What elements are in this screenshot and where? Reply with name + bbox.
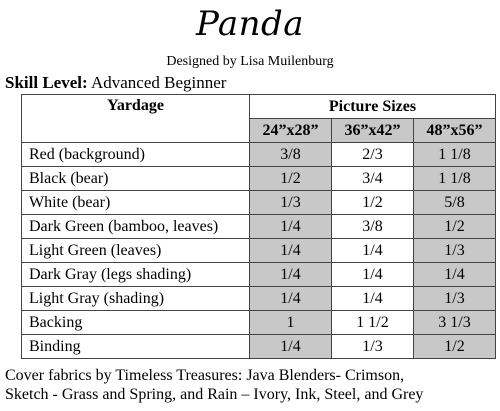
amount-cell: 1/2	[332, 191, 414, 215]
amount-cell: 1/2	[414, 215, 496, 239]
table-row	[22, 215, 496, 239]
amount-cell: 1/4	[332, 287, 414, 311]
fabric-name: Red (background)	[22, 143, 250, 167]
table-row	[22, 287, 496, 311]
amount-cell: 1/2	[414, 335, 496, 359]
amount-cell: 3/8	[250, 143, 332, 167]
amount-cell: 1/4	[250, 287, 332, 311]
header-picture-sizes: Picture Sizes	[250, 95, 496, 119]
fabric-name: Binding	[22, 335, 250, 359]
amount-cell: 1/3	[414, 239, 496, 263]
size-header: 36”x42”	[332, 119, 414, 143]
skill-level	[5, 73, 226, 93]
amount-cell: 3/8	[332, 215, 414, 239]
fabric-name: Light Gray (shading)	[22, 287, 250, 311]
fabric-name: Backing	[22, 311, 250, 335]
table-header-row	[22, 95, 496, 119]
fabric-credits-line: Sketch - Grass and Spring, and Rain – Ivory, Ink, Steel, and Grey	[5, 386, 424, 403]
table-row	[22, 167, 496, 191]
fabric-name: Dark Gray (legs shading)	[22, 263, 250, 287]
skill-level-label: Skill Level:	[5, 73, 88, 92]
amount-cell: 1/3	[332, 335, 414, 359]
amount-cell: 1/4	[332, 263, 414, 287]
amount-cell: 1/4	[332, 239, 414, 263]
amount-cell: 3/4	[332, 167, 414, 191]
amount-cell: 1/4	[250, 215, 332, 239]
amount-cell: 1/2	[250, 167, 332, 191]
amount-cell: 1/4	[414, 263, 496, 287]
table-row	[22, 311, 496, 335]
fabric-credits-line: Cover fabrics by Timeless Treasures: Java Blenders- Crimson,	[5, 367, 405, 384]
amount-cell: 1/4	[250, 263, 332, 287]
skill-level-value: Advanced Beginner	[90, 73, 227, 92]
fabric-name: Dark Green (bamboo, leaves)	[22, 215, 250, 239]
header-yardage: Yardage	[22, 95, 250, 143]
size-header: 24”x28”	[250, 119, 332, 143]
amount-cell: 2/3	[332, 143, 414, 167]
fabric-credits	[5, 366, 497, 404]
yardage-table	[21, 94, 496, 359]
fabric-name: Black (bear)	[22, 167, 250, 191]
amount-cell: 1/4	[250, 239, 332, 263]
amount-cell: 1 1/8	[414, 143, 496, 167]
size-header: 48”x56”	[414, 119, 496, 143]
table-row	[22, 263, 496, 287]
amount-cell: 1	[250, 311, 332, 335]
table-row	[22, 239, 496, 263]
amount-cell: 1 1/8	[414, 167, 496, 191]
amount-cell: 1/3	[250, 191, 332, 215]
amount-cell: 1/4	[250, 335, 332, 359]
designer-credit: Designed by Lisa Muilenburg	[166, 54, 334, 69]
amount-cell: 3 1/3	[414, 311, 496, 335]
amount-cell: 1 1/2	[332, 311, 414, 335]
fabric-name: Light Green (leaves)	[22, 239, 250, 263]
fabric-name: White (bear)	[22, 191, 250, 215]
table-row	[22, 191, 496, 215]
table-row	[22, 335, 496, 359]
table-row	[22, 143, 496, 167]
page-title: Panda	[195, 4, 305, 44]
amount-cell: 1/3	[414, 287, 496, 311]
amount-cell: 5/8	[414, 191, 496, 215]
